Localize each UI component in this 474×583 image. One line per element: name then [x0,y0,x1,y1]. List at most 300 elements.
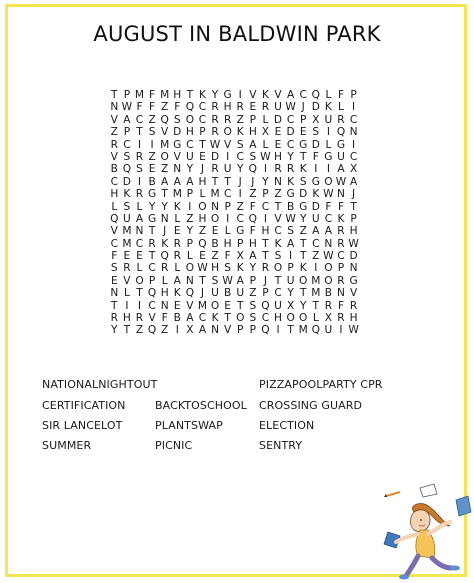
grid-letter[interactable]: N [349,262,358,275]
grid-letter[interactable]: G [336,138,346,151]
grid-letter[interactable]: N [337,188,345,201]
grid-letter[interactable]: J [200,287,205,300]
grid-letter[interactable]: J [263,274,267,287]
grid-letter[interactable]: V [110,225,118,238]
grid-letter[interactable]: C [349,113,358,126]
grid-letter[interactable]: L [136,200,143,213]
grid-letter[interactable]: P [262,188,269,201]
grid-letter[interactable]: W [335,175,347,188]
grid-letter[interactable]: O [210,212,220,225]
grid-letter[interactable]: L [325,89,332,101]
grid-letter[interactable]: T [287,324,294,337]
grid-letter[interactable]: D [349,250,358,263]
grid-letter[interactable]: T [262,250,269,263]
grid-letter[interactable]: K [211,312,219,325]
grid-letter[interactable]: E [274,138,282,151]
grid-letter[interactable]: O [324,262,333,275]
grid-letter[interactable]: I [263,163,267,176]
grid-letter[interactable]: M [160,138,170,151]
grid-letter[interactable]: H [122,312,131,325]
grid-letter[interactable]: P [186,188,194,201]
grid-letter[interactable]: H [274,312,282,325]
grid-letter[interactable]: S [249,150,257,163]
grid-letter[interactable]: M [311,287,321,300]
grid-letter[interactable]: N [185,274,194,287]
grid-letter[interactable]: C [148,299,156,312]
grid-letter[interactable]: G [173,138,182,151]
grid-letter[interactable]: W [348,237,359,250]
grid-letter[interactable]: V [123,274,131,287]
grid-letter[interactable]: Q [336,126,346,139]
grid-letter[interactable]: T [111,89,118,101]
grid-letter[interactable]: S [274,250,282,263]
grid-letter[interactable]: A [173,274,181,287]
grid-letter[interactable]: A [349,175,358,188]
grid-letter[interactable]: T [236,299,244,312]
grid-letter[interactable]: N [211,324,220,337]
grid-letter[interactable]: C [198,113,207,126]
grid-letter[interactable]: R [274,163,282,176]
grid-letter[interactable]: K [173,287,181,300]
grid-letter[interactable]: I [137,299,142,312]
grid-letter[interactable]: R [123,262,131,275]
grid-letter[interactable]: E [173,299,181,312]
grid-letter[interactable]: Y [287,287,294,300]
grid-letter[interactable]: Y [161,200,168,213]
grid-letter[interactable]: E [299,126,307,139]
grid-letter[interactable]: Z [274,188,282,201]
grid-letter[interactable]: O [185,113,195,126]
grid-letter[interactable]: H [110,188,119,201]
grid-letter[interactable]: Q [248,163,257,176]
grid-letter[interactable]: I [150,138,154,151]
grid-letter[interactable]: C [349,150,358,163]
grid-letter[interactable]: B [286,200,295,213]
grid-letter[interactable]: V [186,299,194,312]
grid-letter[interactable]: L [338,101,344,114]
grid-letter[interactable]: H [173,89,182,101]
grid-letter[interactable]: R [349,299,358,312]
grid-letter[interactable]: O [185,262,195,275]
grid-letter[interactable]: K [198,89,206,101]
grid-letter[interactable]: Y [236,163,244,176]
grid-letter[interactable]: B [211,237,219,250]
grid-letter[interactable]: E [199,150,206,163]
grid-letter[interactable]: P [148,274,156,287]
grid-letter[interactable]: H [223,237,232,250]
grid-letter[interactable]: A [198,324,207,337]
grid-letter[interactable]: T [299,287,307,300]
grid-letter[interactable]: Z [236,200,244,213]
grid-letter[interactable]: F [149,101,156,114]
grid-letter[interactable]: T [148,250,156,263]
grid-letter[interactable]: H [349,225,358,238]
grid-letter[interactable]: T [299,250,307,263]
grid-letter[interactable]: I [263,212,267,225]
grid-letter[interactable]: L [186,250,193,263]
grid-letter[interactable]: U [324,113,333,126]
grid-letter[interactable]: Y [299,299,307,312]
grid-letter[interactable]: I [326,163,330,176]
grid-letter[interactable]: N [173,163,182,176]
grid-letter[interactable]: W [285,212,296,225]
grid-letter[interactable]: O [223,126,232,139]
grid-letter[interactable]: V [148,312,156,325]
grid-letter[interactable]: G [299,138,308,151]
grid-letter[interactable]: Y [299,212,307,225]
grid-letter[interactable]: G [286,188,295,201]
grid-letter[interactable]: K [236,262,244,275]
grid-letter[interactable]: N [160,299,169,312]
grid-letter[interactable]: W [121,101,133,114]
grid-letter[interactable]: A [249,138,257,151]
grid-letter[interactable]: C [286,113,295,126]
grid-letter[interactable]: P [237,324,244,337]
grid-letter[interactable]: S [249,299,257,312]
grid-letter[interactable]: R [324,299,333,312]
grid-letter[interactable]: C [110,237,118,250]
grid-letter[interactable]: C [274,287,282,300]
grid-letter[interactable]: F [325,200,332,213]
grid-letter[interactable]: P [287,262,294,275]
grid-letter[interactable]: R [173,250,181,263]
grid-letter[interactable]: H [274,150,282,163]
grid-letter[interactable]: Q [122,163,132,176]
grid-letter[interactable]: Q [185,287,195,300]
grid-letter[interactable]: P [224,200,231,213]
grid-letter[interactable]: G [311,175,320,188]
grid-letter[interactable]: P [237,237,244,250]
grid-letter[interactable]: Z [161,163,169,176]
grid-letter[interactable]: M [134,89,145,101]
grid-letter[interactable]: C [324,212,333,225]
grid-letter[interactable]: Y [111,324,118,337]
grid-letter[interactable]: W [285,101,296,114]
grid-letter[interactable]: K [161,237,169,250]
grid-letter[interactable]: F [249,200,256,213]
grid-letter[interactable]: A [286,89,295,101]
grid-letter[interactable]: P [350,89,357,101]
grid-letter[interactable]: R [211,163,219,176]
grid-letter[interactable]: Q [261,299,270,312]
grid-letter[interactable]: E [211,225,219,238]
grid-letter[interactable]: A [135,212,144,225]
grid-letter[interactable]: Z [312,250,320,263]
grid-letter[interactable]: A [173,175,181,188]
grid-letter[interactable]: I [238,188,242,201]
grid-letter[interactable]: C [299,89,307,101]
grid-letter[interactable]: H [349,312,358,325]
grid-letter[interactable]: I [238,89,242,101]
grid-letter[interactable]: O [160,150,169,163]
grid-letter[interactable]: W [323,250,334,263]
grid-letter[interactable]: O [286,312,295,325]
grid-letter[interactable]: T [161,188,168,201]
grid-letter[interactable]: V [110,113,118,126]
grid-letter[interactable]: T [199,138,206,151]
grid-letter[interactable]: B [324,287,333,300]
grid-letter[interactable]: F [136,101,143,114]
grid-letter[interactable]: P [350,212,357,225]
grid-letter[interactable]: F [337,89,345,101]
grid-letter[interactable]: K [287,175,295,188]
grid-letter[interactable]: U [337,150,345,163]
grid-letter[interactable]: B [148,175,156,188]
grid-letter[interactable]: I [276,324,280,337]
grid-letter[interactable]: E [224,299,231,312]
grid-letter[interactable]: Z [110,126,118,139]
grid-letter[interactable]: L [174,212,181,225]
grid-letter[interactable]: C [261,312,270,325]
grid-letter[interactable]: P [123,89,131,101]
grid-letter[interactable]: T [186,89,194,101]
grid-letter[interactable]: S [148,126,156,139]
grid-letter[interactable]: R [337,237,345,250]
grid-letter[interactable]: Q [311,324,320,337]
grid-letter[interactable]: B [110,163,118,176]
grid-letter[interactable]: F [249,225,256,238]
grid-letter[interactable]: R [135,312,144,325]
grid-letter[interactable]: O [324,274,333,287]
grid-letter[interactable]: G [349,274,358,287]
grid-letter[interactable]: L [174,262,181,275]
grid-letter[interactable]: N [110,101,119,114]
grid-letter[interactable]: K [299,163,307,176]
grid-letter[interactable]: U [211,287,219,300]
grid-letter[interactable]: A [337,163,345,176]
grid-letter[interactable]: V [274,212,282,225]
grid-letter[interactable]: J [200,163,205,176]
grid-letter[interactable]: F [149,89,156,101]
grid-letter[interactable]: F [161,312,168,325]
grid-letter[interactable]: I [125,299,129,312]
grid-letter[interactable]: C [223,188,232,201]
grid-letter[interactable]: V [110,150,118,163]
grid-letter[interactable]: P [300,113,307,126]
grid-letter[interactable]: R [286,163,295,176]
grid-letter[interactable]: T [299,237,307,250]
grid-letter[interactable]: R [135,188,144,201]
grid-letter[interactable]: O [273,262,283,275]
grid-letter[interactable]: Q [198,237,207,250]
grid-letter[interactable]: T [224,312,231,325]
grid-letter[interactable]: R [173,237,181,250]
grid-letter[interactable]: M [122,225,132,238]
grid-letter[interactable]: R [211,113,219,126]
grid-letter[interactable]: P [249,274,257,287]
grid-letter[interactable]: I [314,163,318,176]
grid-letter[interactable]: T [136,126,143,139]
grid-letter[interactable]: Z [186,212,194,225]
grid-letter[interactable]: U [274,101,282,114]
grid-letter[interactable]: F [224,250,231,263]
grid-letter[interactable]: C [286,138,295,151]
grid-letter[interactable]: V [349,287,358,300]
grid-letter[interactable]: Y [287,150,294,163]
grid-letter[interactable]: V [224,324,232,337]
grid-letter[interactable]: D [286,126,295,139]
grid-letter[interactable]: S [211,274,219,287]
grid-letter[interactable]: P [337,262,345,275]
grid-letter[interactable]: M [160,89,170,101]
grid-letter[interactable]: I [226,212,230,225]
grid-letter[interactable]: M [311,274,321,287]
grid-letter[interactable]: R [211,126,219,139]
grid-letter[interactable]: S [173,113,181,126]
grid-letter[interactable]: F [111,250,118,263]
grid-letter[interactable]: C [198,101,207,114]
grid-letter[interactable]: Z [211,250,219,263]
grid-letter[interactable]: R [236,101,244,114]
grid-letter[interactable]: N [211,200,220,213]
grid-letter[interactable]: T [350,200,357,213]
grid-letter[interactable]: A [161,175,169,188]
grid-letter[interactable]: Q [185,101,195,114]
grid-letter[interactable]: R [160,262,169,275]
grid-letter[interactable]: U [274,299,282,312]
grid-letter[interactable]: R [337,113,345,126]
grid-letter[interactable]: E [173,225,181,238]
grid-letter[interactable]: M [210,188,220,201]
grid-letter[interactable]: I [314,262,318,275]
grid-letter[interactable]: X [312,113,320,126]
grid-letter[interactable]: Z [299,225,307,238]
grid-letter[interactable]: H [160,287,169,300]
grid-letter[interactable]: N [135,225,144,238]
grid-letter[interactable]: C [274,225,282,238]
grid-letter[interactable]: I [188,200,192,213]
grid-letter[interactable]: W [209,138,221,151]
grid-letter[interactable]: J [251,175,255,188]
grid-letter[interactable]: X [186,324,194,337]
grid-letter[interactable]: P [249,113,257,126]
grid-letter[interactable]: R [223,113,232,126]
grid-letter[interactable]: C [337,250,345,263]
grid-letter[interactable]: Z [236,113,244,126]
grid-letter[interactable]: O [210,299,220,312]
grid-letter[interactable]: D [311,138,320,151]
grid-letter[interactable]: H [211,262,220,275]
grid-letter[interactable]: L [262,113,269,126]
grid-letter[interactable]: B [224,287,232,300]
grid-letter[interactable]: K [261,89,269,101]
grid-letter[interactable]: G [147,188,157,201]
grid-letter[interactable]: E [249,101,257,114]
grid-letter[interactable]: V [274,89,282,101]
grid-letter[interactable]: Q [147,287,157,300]
grid-letter[interactable]: W [260,150,271,163]
grid-letter[interactable]: D [210,150,220,163]
grid-letter[interactable]: Z [148,113,156,126]
grid-letter[interactable]: A [249,250,257,263]
grid-letter[interactable]: E [148,163,156,176]
grid-letter[interactable]: A [123,113,131,126]
grid-letter[interactable]: O [135,274,144,287]
grid-letter[interactable]: I [326,126,330,139]
grid-letter[interactable]: L [199,188,206,201]
grid-letter[interactable]: S [110,262,118,275]
grid-letter[interactable]: L [224,225,231,238]
grid-letter[interactable]: Z [161,101,169,114]
grid-letter[interactable]: G [147,212,157,225]
grid-letter[interactable]: J [163,225,167,238]
grid-letter[interactable]: Y [186,225,194,238]
grid-letter[interactable]: N [324,237,333,250]
grid-letter[interactable]: K [173,200,181,213]
grid-letter[interactable]: C [312,237,320,250]
grid-letter[interactable]: C [123,138,131,151]
grid-letter[interactable]: E [110,274,118,287]
grid-letter[interactable]: H [198,212,207,225]
grid-letter[interactable]: X [261,126,270,139]
grid-letter[interactable]: P [249,324,257,337]
grid-letter[interactable]: R [211,101,219,114]
grid-letter[interactable]: S [287,225,294,238]
grid-letter[interactable]: Q [110,212,119,225]
grid-letter[interactable]: K [312,188,320,201]
grid-letter[interactable]: U [123,212,131,225]
grid-letter[interactable]: L [325,138,332,151]
grid-letter[interactable]: Q [311,89,320,101]
grid-letter[interactable]: K [274,237,282,250]
grid-letter[interactable]: S [249,312,257,325]
grid-letter[interactable]: F [174,101,181,114]
grid-letter[interactable]: M [122,237,132,250]
grid-letter[interactable]: R [135,150,144,163]
grid-letter[interactable]: V [224,138,232,151]
grid-letter[interactable]: R [110,138,118,151]
grid-letter[interactable]: Q [248,212,257,225]
grid-letter[interactable]: L [111,200,118,213]
grid-letter[interactable]: I [137,175,142,188]
grid-letter[interactable]: Y [262,175,269,188]
grid-letter[interactable]: C [236,150,244,163]
grid-letter[interactable]: I [137,138,142,151]
grid-letter[interactable]: V [173,150,181,163]
grid-letter[interactable]: T [199,274,206,287]
grid-letter[interactable]: L [161,274,168,287]
grid-letter[interactable]: T [123,324,131,337]
grid-letter[interactable]: F [337,299,345,312]
grid-letter[interactable]: T [224,175,231,188]
grid-letter[interactable]: W [323,188,334,201]
grid-letter[interactable]: M [172,188,182,201]
grid-letter[interactable]: T [148,225,156,238]
grid-letter[interactable]: B [173,312,181,325]
grid-letter[interactable]: A [186,175,194,188]
grid-letter[interactable]: R [337,274,345,287]
grid-letter[interactable]: R [261,262,270,275]
grid-letter[interactable]: Z [249,287,257,300]
grid-letter[interactable]: M [197,299,208,312]
grid-letter[interactable]: D [311,200,320,213]
grid-letter[interactable]: Q [160,250,169,263]
grid-letter[interactable]: E [199,250,206,263]
grid-letter[interactable]: Q [147,324,157,337]
grid-letter[interactable]: X [324,312,333,325]
grid-letter[interactable]: F [337,200,345,213]
grid-letter[interactable]: R [337,225,345,238]
grid-letter[interactable]: W [197,262,208,275]
grid-letter[interactable]: U [324,324,333,337]
grid-letter[interactable]: U [185,150,194,163]
grid-letter[interactable]: I [352,101,356,114]
grid-letter[interactable]: C [186,138,194,151]
grid-letter[interactable]: H [261,225,270,238]
grid-letter[interactable]: Y [186,163,194,176]
grid-letter[interactable]: C [148,262,156,275]
grid-letter[interactable]: E [123,250,131,263]
